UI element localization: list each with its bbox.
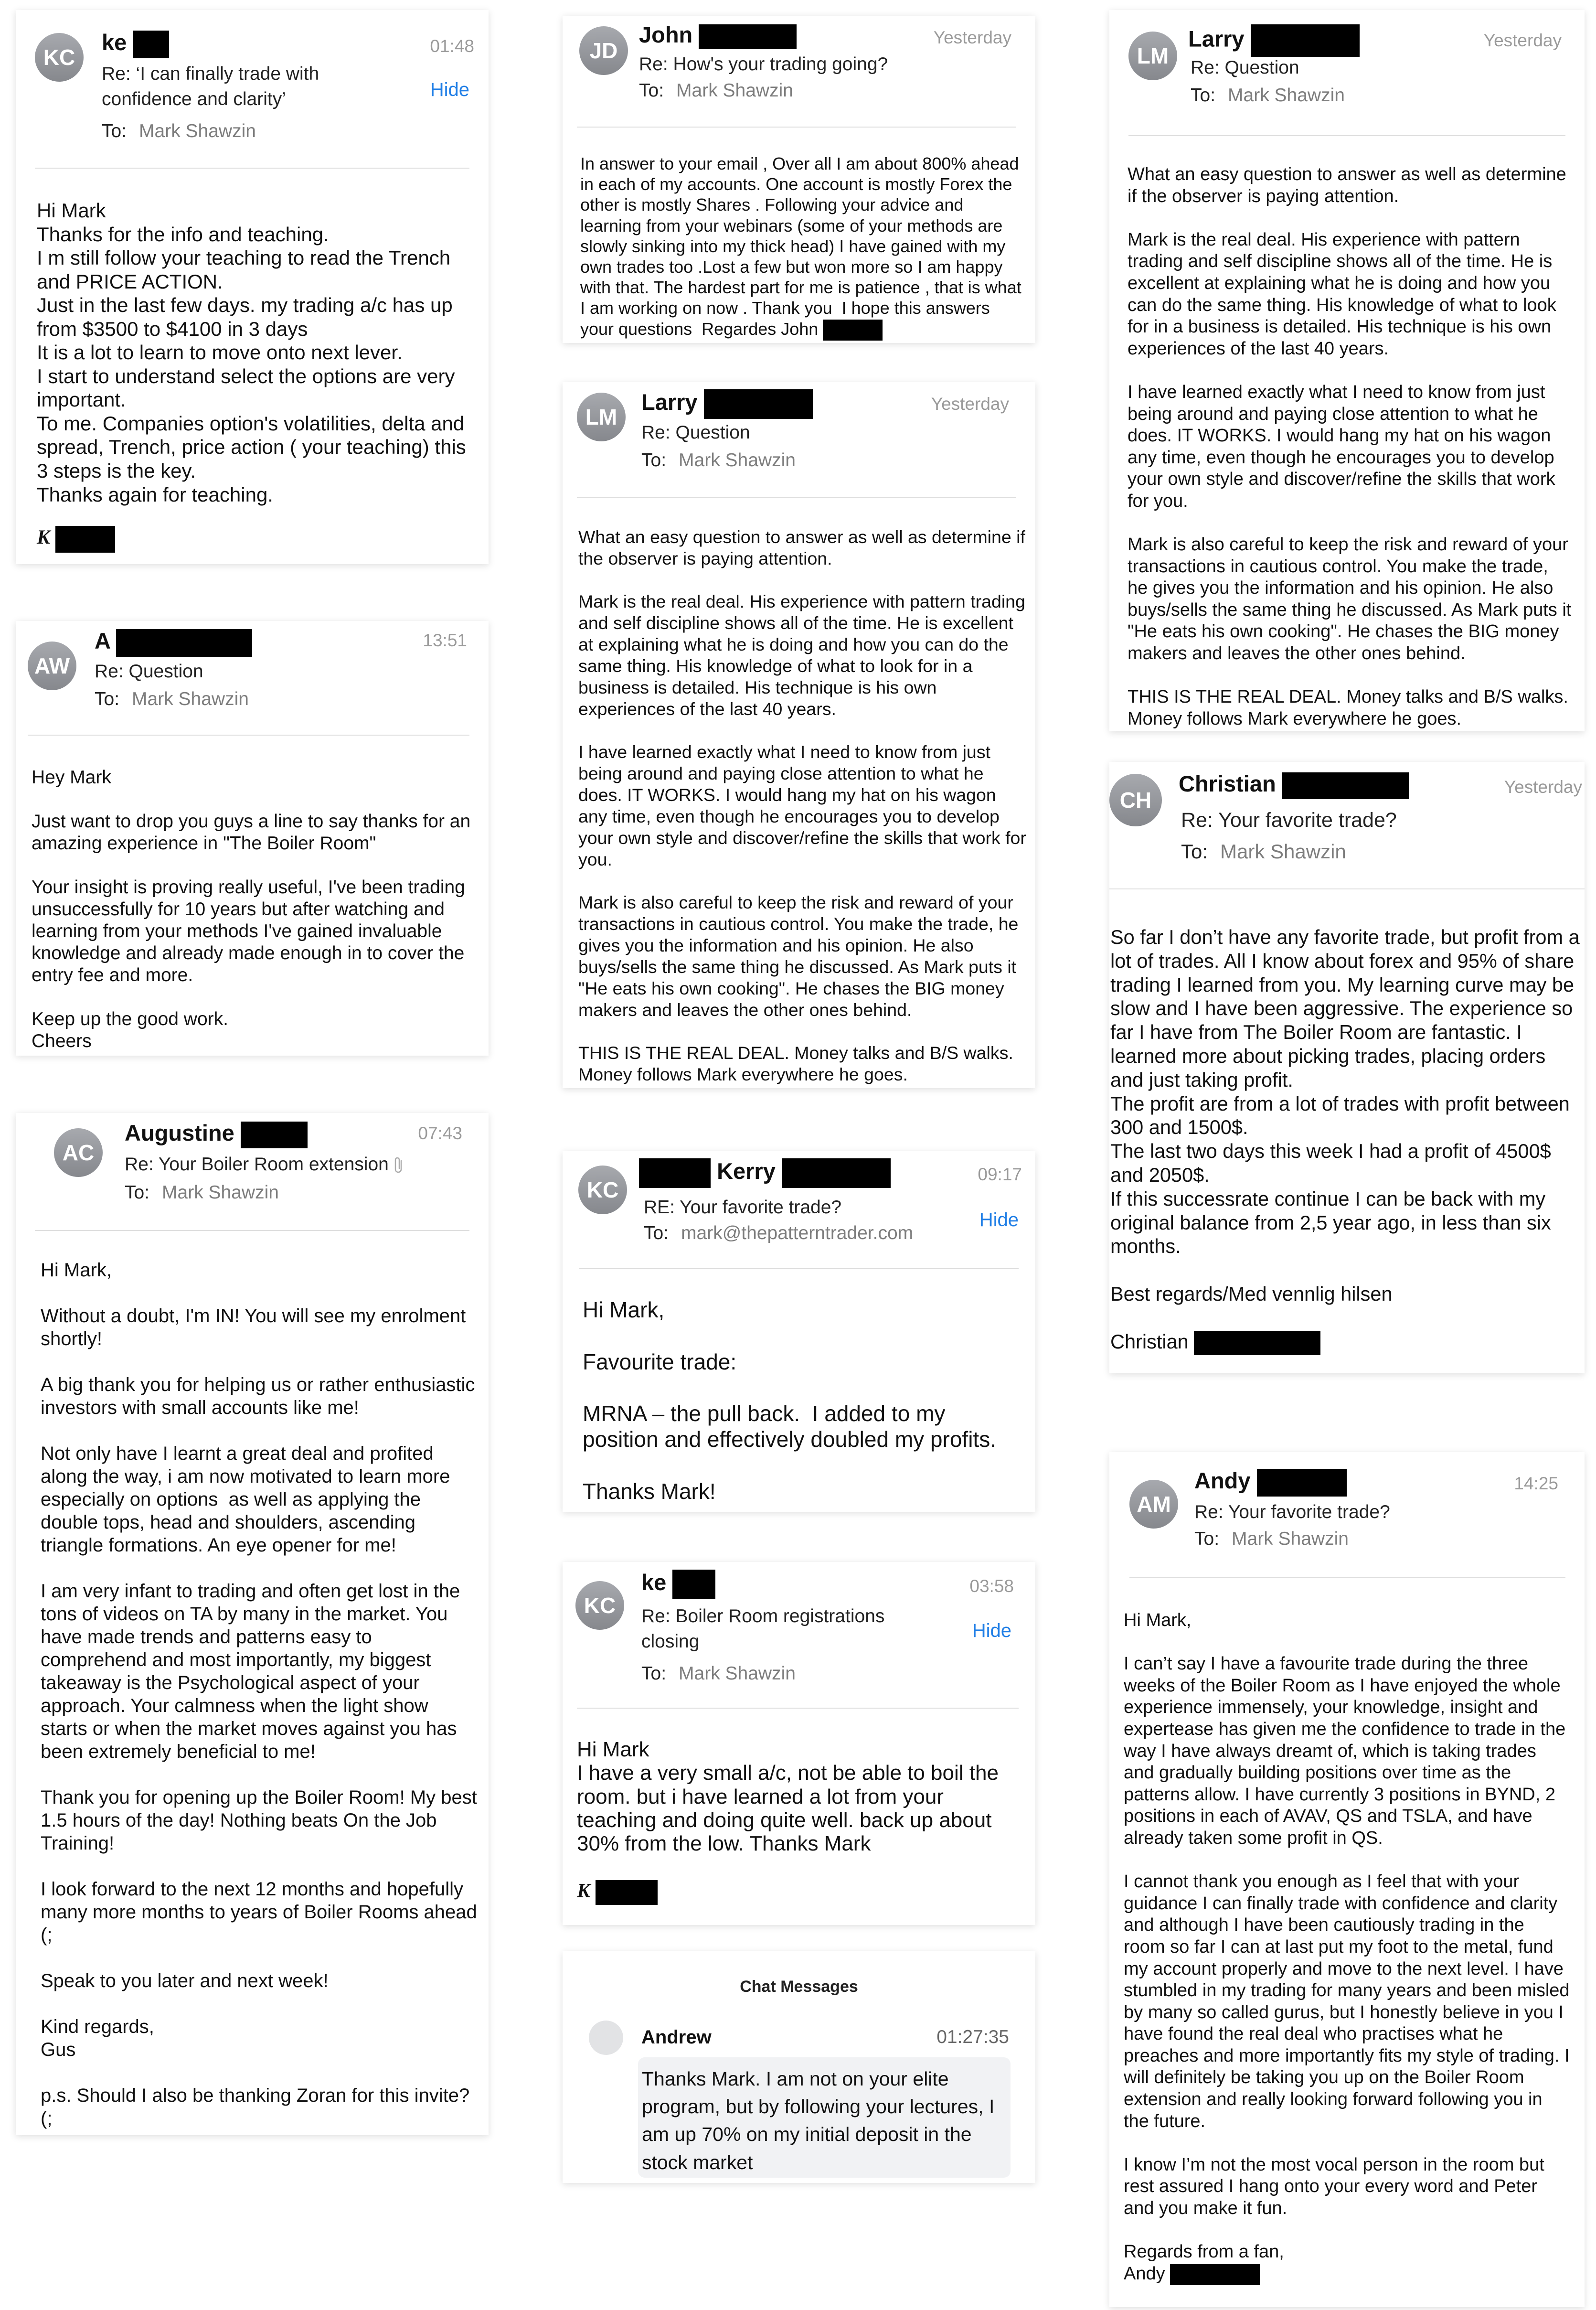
signature: K xyxy=(37,526,115,553)
sender-name: ke xyxy=(641,1569,715,1599)
email-card-a-question xyxy=(16,621,489,1056)
email-card-larry-middle xyxy=(563,382,1035,1088)
signature: K xyxy=(577,1880,658,1905)
redacted-name xyxy=(1251,24,1360,57)
avatar: LM xyxy=(1128,32,1177,80)
email-time: Yesterday xyxy=(1483,31,1562,50)
email-to: To: Mark Shawzin xyxy=(1181,840,1346,863)
email-body: Hi Mark Thanks for the info and teaching. I m still follow your teaching to read the Trench and PRICE ACTION. Just in the last few days. my trading a/c has up from $3500 to $4100 in 3 days It is a lot to learn to move onto next lever. I start to understand select the options are very important. To me. Companies option's volatilities, delta and spread, Trench, price action ( your teaching) this 3 steps is the key. Thanks again for teaching. xyxy=(37,199,466,506)
email-time: Yesterday xyxy=(933,28,1011,47)
redacted-name xyxy=(672,1570,715,1599)
redacted-name xyxy=(782,1158,891,1188)
chat-messages-card xyxy=(563,1951,1035,2183)
email-body: What an easy question to answer as well as determine if the observer is paying attention. Mark is the real deal. His experience with pattern trading and self discipline shows all of the time. He is excellent at explaining what he is doing and how you can do the same thing. His knowledge of what to look for in a business is detailed. His technique is his own experiences of the last 40 years. I have learned exactly what I need to know from just being around and paying close attention to what he does. IT WORKS. I would hang my hat on his wagon any time, even though he encourages you to develop your own style and discover/refine the skills that work for you. Mark is also careful to keep the risk and reward of your transactions in cautious control. You make the trade, he gives you the information and his opinion. He also buys/sells the same thing he discussed. As Mark puts it "He eats his own cooking". He chases the BIG money makers and leaves the other ones behind. THIS IS THE REAL DEAL. Money talks and B/S walks. Money follows Mark everywhere he goes. xyxy=(1128,164,1572,729)
email-subject: Re: Your favorite trade? xyxy=(1181,809,1397,832)
email-to: To: Mark Shawzin xyxy=(125,1182,279,1203)
avatar: JD xyxy=(579,26,628,75)
divider xyxy=(1128,135,1565,136)
sender-name: ke xyxy=(102,29,169,58)
email-body: In answer to your email , Over all I am about 800% ahead in each of my accounts. One account is mostly Forex the other is mostly Shares . Following your advice and learning from your webinars (some of your methods are slowly sinking into my thick head) I have gained with my own trades too .Lost a few but won more so I am happy with that. The hardest part for me is patience , that is what I am working on now . Thank you I hope this answers your questions Regardes John xyxy=(580,153,1027,341)
divider xyxy=(35,168,469,169)
redacted-name xyxy=(1282,772,1409,799)
email-body: Hi Mark, Without a doubt, I'm IN! You will see my enrolment shortly! A big thank you for helping us or rather enthusiastic investors with small accounts like me! Not only have I learnt a great deal and profited along the way, i am now motivated to learn more especially on options as well as applying the double tops, head and shoulders, ascending triangle formations. An eye opener for me! I am very infant to trading and often get lost in the tons of videos on TA by many in the market. You have made trends and patterns easy to comprehend and most importantly, my biggest takeaway is the Psychological aspect of your approach. Your calmness when the light show starts or when the market moves against you has been extremely beneficial to me! Thank you for opening up the Boiler Room! My best 1.5 hours of the day! Nothing beats On the Job Training! I look forward to the next 12 months and hopefully many more months to years of Boiler Rooms ahead (; Speak to you later and next week! Kind regards, Gus p.s. Should I also be thanking Zoran for this invite? (; xyxy=(41,1260,477,2129)
email-subject: Re: ‘I can finally trade with confidence and clarity’ xyxy=(102,64,319,109)
email-to: To: Mark Shawzin xyxy=(95,689,249,709)
redacted-name xyxy=(55,526,115,553)
avatar xyxy=(589,2021,623,2055)
redacted-name xyxy=(1257,1469,1347,1497)
email-subject: Re: How's your trading going? xyxy=(639,54,888,75)
email-time: 13:51 xyxy=(423,631,467,650)
redacted-name xyxy=(639,1158,711,1188)
avatar: AC xyxy=(54,1128,103,1177)
sender-name: John xyxy=(639,21,797,49)
email-card-ke-confidence xyxy=(16,10,489,564)
email-body: Hi Mark, Favourite trade: MRNA – the pull back. I added to my position and effectively doubled my profits. Thanks Mark! xyxy=(583,1297,996,1504)
avatar: CH xyxy=(1109,774,1162,826)
email-time: Yesterday xyxy=(931,394,1009,414)
divider xyxy=(577,497,1016,498)
email-subject: Re: Question xyxy=(1191,57,1299,78)
email-subject: Re: Boiler Room registrations closing xyxy=(641,1606,885,1652)
paperclip-icon xyxy=(393,1156,405,1175)
email-time: 07:43 xyxy=(418,1123,462,1143)
email-body: So far I don’t have any favorite trade, but profit from a lot of trades. All I know about forex and 95% of share trading I learned from you. My learning curve may be slow and I have been aggressive. The experience so far I have from The Boiler Room are fantastic. I learned more about picking trades, placing orders and just taking profit. The profit are from a lot of trades with profit between 300 and 1500$. The last two days this week I had a profit of 4500$ and 2050$. If this successrate continue I can be back with my original balance from 2,5 year ago, in less than six months. Best regards/Med vennlig hilsen Christian xyxy=(1110,925,1583,1355)
redacted-name xyxy=(241,1122,308,1148)
email-subject: Re: Your Boiler Room extension xyxy=(125,1152,459,1177)
sender-name: Kerry xyxy=(639,1158,891,1188)
email-to: To: Mark Shawzin xyxy=(641,450,796,471)
divider xyxy=(579,1268,1019,1269)
avatar: AM xyxy=(1129,1480,1178,1529)
email-body: Hey Mark Just want to drop you guys a line to say thanks for an amazing experience in "The Boiler Room" Your insight is proving really useful, I've been trading unsuccessfully for 10 years but after watching and learning from your methods I've gained invaluable knowledge and already made enough in to cover the entry fee and more. Keep up the good work. Cheers xyxy=(32,767,471,1052)
redacted-name xyxy=(699,24,797,49)
email-card-augustine xyxy=(16,1113,489,2135)
email-to: To: Mark Shawzin xyxy=(1191,85,1345,106)
chat-message-text: Thanks Mark. I am not on your elite program, but by following your lectures, I am up 70% on my initial deposit in the stock market xyxy=(642,2068,1000,2173)
avatar: KC xyxy=(578,1166,627,1214)
divider xyxy=(35,1230,469,1231)
redacted-name xyxy=(823,320,883,341)
email-to: To: mark@thepatterntrader.com xyxy=(644,1223,914,1243)
email-card-larry-right xyxy=(1109,10,1585,731)
redacted-name xyxy=(704,389,813,419)
email-subject: Re: Your favorite trade? xyxy=(1194,1502,1390,1522)
email-time: 03:58 xyxy=(969,1576,1014,1596)
sender-name: Augustine xyxy=(125,1120,308,1148)
redacted-name xyxy=(1194,1331,1320,1355)
divider xyxy=(577,127,1016,128)
redacted-name xyxy=(133,31,169,58)
email-card-andy xyxy=(1109,1452,1585,2307)
email-to: To: Mark Shawzin xyxy=(102,121,256,141)
email-card-kerry xyxy=(563,1151,1035,1512)
divider xyxy=(577,1708,1019,1709)
email-time: 14:25 xyxy=(1514,1474,1558,1493)
email-to: To: Mark Shawzin xyxy=(641,1663,796,1684)
avatar: KC xyxy=(35,33,84,82)
hide-link[interactable]: Hide xyxy=(430,79,469,100)
email-time: Yesterday xyxy=(1504,777,1582,797)
email-card-christian xyxy=(1109,762,1585,1373)
avatar: KC xyxy=(575,1581,624,1630)
email-body: What an easy question to answer as well as determine if the observer is paying attention. Mark is the real deal. His experience with pattern trading and self discipline shows all of the time. He is excellent at explaining what he is doing and how you can do the same thing. His knowledge of what to look for in a business is detailed. His technique is his own experiences of the last 40 years. I have learned exactly what I need to know from just being around and paying close attention to what he does. IT WORKS. I would hang my hat on his wagon any time, even though he encourages you to develop your own style and discover/refine the skills that work for you. Mark is also careful to keep the risk and reward of your transactions in cautious control. You make the trade, he gives you the information and his opinion. He also buys/sells the same thing he discussed. As Mark puts it "He eats his own cooking". He chases the BIG money makers and leaves the other ones behind. THIS IS THE REAL DEAL. Money talks and B/S walks. Money follows Mark everywhere he goes. xyxy=(578,527,1026,1084)
redacted-name xyxy=(1170,2264,1260,2285)
chat-title: Chat Messages xyxy=(740,1978,858,1996)
divider xyxy=(1109,888,1585,889)
redacted-name xyxy=(596,1880,658,1905)
sender-name: Christian xyxy=(1179,770,1409,799)
divider xyxy=(28,735,469,736)
sender-name: Andy xyxy=(1194,1467,1347,1497)
email-to: To: Mark Shawzin xyxy=(639,80,793,101)
avatar: LM xyxy=(577,393,626,441)
email-body: Hi Mark, I can’t say I have a favourite trade during the three weeks of the Boiler Room as I have enjoyed the whole experience immensely, your knowledge, insight and expertease has given me the confidence to trade in the way I have always dreamt of, which is taking trades and gradually building positions over time as the patterns allow. I have currently 3 positions in BYND, 2 positions in each of AVAV, QS and TSLA, and have already taken some profit in QS. I cannot thank you enough as I feel that with your guidance I can finally trade with confidence and clarity and although I have been cautiously trading in the room so far I can at last put my foot to the metal, fund my account properly and move to the next level. I have stumbled in my trading for many years and been misled by many so called gurus, but I honestly believe in you I have found the real deal who practises what he preaches and more importantly fits my style of trading. I will definitely be taking you up on the Boiler Room extension and really looking forward following you in the future. I know I’m not the most vocal person in the room but rest assured I hang onto your every word and Peter and you make it fun. Regards from a fan, Andy xyxy=(1124,1610,1570,2285)
hide-link[interactable]: Hide xyxy=(979,1209,1019,1230)
chat-time: 01:27:35 xyxy=(936,2027,1009,2047)
divider xyxy=(1129,1577,1565,1578)
email-time: 01:48 xyxy=(430,36,474,56)
email-body: Hi Mark I have a very small a/c, not be able to boil the room. but i have learned a lot from your teaching and doing quite well. back up about 30% from the low. Thanks Mark xyxy=(577,1738,999,1856)
email-card-ke-registrations xyxy=(563,1562,1035,1925)
hide-link[interactable]: Hide xyxy=(972,1620,1011,1641)
email-time: 09:17 xyxy=(978,1165,1022,1184)
email-subject: RE: Your favorite trade? xyxy=(644,1197,842,1218)
chat-sender-name: Andrew xyxy=(641,2027,712,2048)
redacted-name xyxy=(116,629,252,657)
sender-name: Larry xyxy=(1188,24,1360,57)
email-subject: Re: Question xyxy=(641,422,750,443)
email-subject: Re: Question xyxy=(95,661,203,682)
email-to: To: Mark Shawzin xyxy=(1194,1529,1349,1549)
email-card-john xyxy=(563,16,1035,343)
sender-name: Larry xyxy=(641,389,813,419)
avatar: AW xyxy=(28,642,76,690)
sender-name: A xyxy=(95,628,252,657)
